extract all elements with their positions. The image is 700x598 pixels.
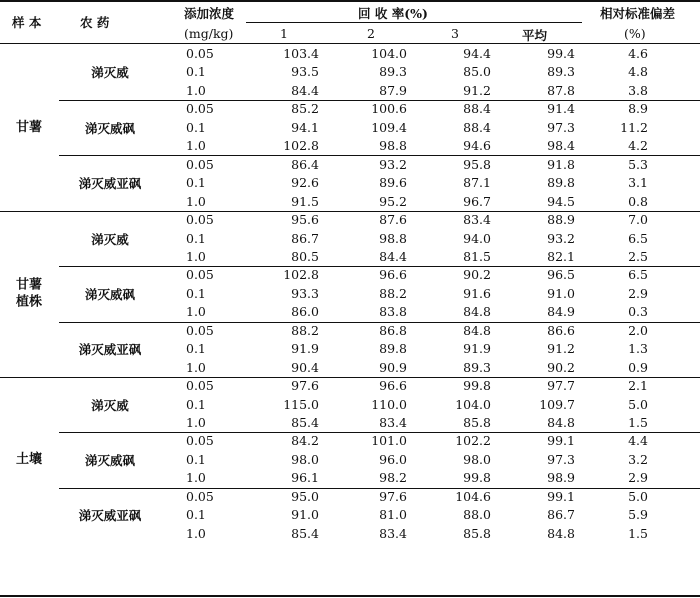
header-rep-2: 2: [367, 26, 375, 41]
cell-concentration: 0.1: [186, 396, 206, 412]
cell-rep3: 94.4: [463, 45, 491, 61]
cell-rep2: 83.4: [379, 525, 407, 541]
pesticide-name: 涕灭威: [91, 65, 129, 81]
cell-average: 99.1: [547, 488, 575, 504]
cell-rep2: 87.9: [379, 82, 407, 98]
cell-average: 97.3: [547, 119, 575, 135]
cell-rsd: 4.6: [628, 45, 648, 61]
cell-rep3: 104.6: [455, 488, 491, 504]
cell-concentration: 0.05: [186, 322, 214, 338]
cell-rep1: 91.0: [291, 507, 319, 522]
cell-average: 99.4: [547, 45, 575, 61]
cell-average: 91.8: [547, 156, 575, 172]
cell-rep3: 84.8: [463, 322, 491, 338]
cell-rep1: 80.5: [291, 248, 319, 264]
cell-rep3: 88.4: [463, 119, 491, 135]
cell-rsd: 1.5: [628, 414, 648, 430]
cell-rep2: 88.2: [379, 285, 407, 301]
cell-average: 91.4: [547, 101, 575, 117]
header-recovery: 回 收 率(%): [358, 6, 428, 21]
cell-rsd: 4.4: [628, 433, 648, 449]
cell-rep1: 93.3: [291, 285, 319, 301]
cell-rep2: 90.9: [379, 359, 407, 375]
cell-rep1: 84.4: [291, 82, 319, 98]
header-rsd: 相对标准偏差: [600, 6, 676, 21]
cell-rep2: 96.6: [379, 377, 407, 393]
cell-rsd: 0.3: [628, 304, 648, 320]
cell-rep2: 95.2: [379, 193, 407, 209]
cell-concentration: 1.0: [186, 414, 206, 430]
cell-average: 89.8: [547, 174, 575, 190]
cell-rep3: 91.9: [463, 340, 491, 356]
cell-concentration: 0.1: [186, 174, 206, 190]
bottom-rule: [0, 595, 700, 597]
pesticide-name: 涕灭威: [91, 231, 129, 247]
cell-rep2: 104.0: [371, 45, 407, 61]
cell-rep3: 91.6: [463, 285, 491, 301]
sample-name: [16, 276, 42, 311]
cell-rep2: 83.8: [379, 304, 407, 320]
cell-concentration: 1.0: [186, 82, 206, 98]
cell-rsd: 4.2: [628, 138, 648, 153]
header-rep-1: 1: [280, 26, 288, 41]
cell-rep3: 99.8: [463, 470, 491, 486]
cell-rep2: 84.4: [379, 248, 407, 264]
cell-rsd: 2.9: [628, 285, 648, 301]
cell-rep1: 85.4: [291, 525, 319, 541]
cell-average: 96.5: [547, 267, 575, 283]
cell-rep2: 101.0: [371, 433, 407, 449]
cell-rep2: 81.0: [379, 507, 407, 522]
cell-rep2: 96.0: [379, 451, 407, 467]
cell-rep2: 110.0: [371, 396, 407, 412]
cell-average: 94.5: [547, 193, 575, 209]
cell-rep3: 102.2: [455, 433, 491, 449]
cell-rep2: 98.8: [379, 230, 407, 246]
cell-concentration: 0.1: [186, 230, 206, 246]
cell-rep2: 86.8: [379, 322, 407, 338]
cell-concentration: 0.05: [186, 101, 214, 117]
cell-rsd: 1.5: [628, 525, 648, 541]
header-rsd-unit: (%): [624, 26, 646, 41]
cell-rep3: 104.0: [455, 396, 491, 412]
cell-rsd: 3.2: [628, 451, 648, 467]
cell-concentration: 1.0: [186, 359, 206, 375]
header-concentration: 添加浓度: [184, 6, 235, 21]
cell-rsd: 0.8: [628, 193, 648, 209]
cell-rep3: 83.4: [463, 211, 491, 227]
cell-average: 82.1: [547, 248, 575, 264]
cell-rep3: 85.0: [463, 64, 491, 80]
cell-rsd: 3.8: [628, 82, 648, 98]
pesticide-name: 涕灭威砜: [84, 120, 136, 136]
header-sample: 样 本: [12, 15, 42, 30]
cell-concentration: 0.1: [186, 285, 206, 301]
cell-rsd: 5.9: [628, 507, 648, 522]
cell-rsd: 11.2: [620, 119, 648, 135]
header-pesticide: 农 药: [80, 15, 110, 30]
cell-rsd: 7.0: [628, 211, 648, 227]
cell-average: 91.0: [547, 285, 575, 301]
cell-concentration: 0.05: [186, 433, 214, 449]
cell-rep1: 95.6: [291, 211, 319, 227]
cell-concentration: 0.1: [186, 119, 206, 135]
pesticide-name: 涕灭威亚砜: [78, 342, 142, 358]
cell-rep3: 98.0: [463, 451, 491, 467]
cell-average: 84.8: [547, 525, 575, 541]
cell-rsd: 1.3: [628, 340, 648, 356]
cell-rep1: 85.2: [291, 101, 319, 117]
cell-rep1: 102.8: [283, 138, 319, 153]
header-average: 平均: [522, 28, 548, 43]
cell-rep3: 96.7: [463, 193, 491, 209]
cell-rsd: 2.5: [628, 248, 648, 264]
cell-concentration: 1.0: [186, 525, 206, 541]
sample-name-line: 土壤: [15, 452, 43, 468]
cell-concentration: 1.0: [186, 248, 206, 264]
sample-name-line: 植株: [15, 294, 43, 310]
pesticide-name: 涕灭威砜: [84, 286, 136, 302]
cell-rep2: 83.4: [379, 414, 407, 430]
cell-rep2: 89.3: [379, 64, 407, 80]
cell-rep1: 95.0: [291, 488, 319, 504]
cell-average: 86.7: [547, 507, 575, 522]
cell-rsd: 5.3: [628, 156, 648, 172]
cell-rep1: 103.4: [283, 45, 319, 61]
sample-separator: [0, 377, 700, 378]
cell-rep3: 84.8: [463, 304, 491, 320]
cell-rep3: 88.4: [463, 101, 491, 117]
cell-average: 90.2: [547, 359, 575, 375]
cell-rep3: 91.2: [463, 82, 491, 98]
cell-average: 93.2: [547, 230, 575, 246]
cell-rep2: 89.6: [379, 174, 407, 190]
cell-average: 84.8: [547, 414, 575, 430]
pesticide-name: 涕灭威砜: [84, 452, 136, 468]
cell-average: 109.7: [539, 396, 575, 412]
recovery-underline: [246, 22, 582, 23]
cell-rep1: 88.2: [291, 322, 319, 338]
cell-rep1: 90.4: [291, 359, 319, 375]
cell-rep1: 97.6: [291, 377, 319, 393]
sample-separator: [0, 211, 700, 212]
cell-rep1: 102.8: [283, 267, 319, 283]
cell-rep3: 89.3: [463, 359, 491, 375]
cell-rep2: 109.4: [371, 119, 407, 135]
cell-rsd: 6.5: [628, 267, 648, 283]
pesticide-name: 涕灭威亚砜: [78, 508, 142, 524]
cell-concentration: 0.05: [186, 156, 214, 172]
cell-average: 84.9: [547, 304, 575, 320]
cell-rep3: 87.1: [463, 174, 491, 190]
cell-rep3: 99.8: [463, 377, 491, 393]
cell-concentration: 1.0: [186, 138, 206, 153]
cell-rep1: 94.1: [291, 119, 319, 135]
cell-rsd: 0.9: [628, 359, 648, 375]
cell-rep1: 91.5: [291, 193, 319, 209]
header-rep-3: 3: [451, 26, 459, 41]
cell-rep3: 85.8: [463, 414, 491, 430]
sample-name: [16, 119, 42, 137]
cell-rep2: 96.6: [379, 267, 407, 283]
cell-rep1: 115.0: [283, 396, 319, 412]
cell-rep3: 85.8: [463, 525, 491, 541]
cell-rep2: 97.6: [379, 488, 407, 504]
cell-concentration: 0.1: [186, 340, 206, 356]
cell-average: 98.9: [547, 470, 575, 486]
cell-rep1: 86.7: [291, 230, 319, 246]
cell-rep1: 86.4: [291, 156, 319, 172]
cell-average: 99.1: [547, 433, 575, 449]
cell-rsd: 5.0: [628, 396, 648, 412]
cell-average: 86.6: [547, 322, 575, 338]
cell-average: 89.3: [547, 64, 575, 80]
cell-concentration: 0.1: [186, 507, 206, 522]
cell-average: 88.9: [547, 211, 575, 227]
cell-rep3: 94.0: [463, 230, 491, 246]
sample-name: [16, 451, 42, 469]
cell-concentration: 0.1: [186, 451, 206, 467]
cell-rsd: 2.0: [628, 322, 648, 338]
cell-rep2: 93.2: [379, 156, 407, 172]
cell-concentration: 0.05: [186, 267, 214, 283]
cell-rep3: 81.5: [463, 248, 491, 264]
cell-rsd: 4.8: [628, 64, 648, 80]
cell-rep2: 98.2: [379, 470, 407, 486]
cell-rep2: 100.6: [371, 101, 407, 117]
cell-concentration: 0.05: [186, 377, 214, 393]
cell-rsd: 3.1: [628, 174, 648, 190]
cell-rep1: 98.0: [291, 451, 319, 467]
sample-name-line: 甘薯: [15, 277, 43, 293]
cell-rep3: 95.8: [463, 156, 491, 172]
header-rule: [0, 43, 700, 44]
sample-name-line: 甘薯: [15, 120, 43, 136]
cell-rep1: 91.9: [291, 340, 319, 356]
pesticide-name: 涕灭威亚砜: [78, 176, 142, 192]
cell-rep3: 88.0: [463, 507, 491, 522]
cell-concentration: 0.05: [186, 211, 214, 227]
cell-average: 91.2: [547, 340, 575, 356]
cell-rep2: 87.6: [379, 211, 407, 227]
cell-rsd: 6.5: [628, 230, 648, 246]
cell-rep2: 98.8: [379, 138, 407, 153]
cell-rep2: 89.8: [379, 340, 407, 356]
cell-concentration: 1.0: [186, 470, 206, 486]
cell-rep1: 92.6: [291, 174, 319, 190]
pesticide-name: 涕灭威: [91, 397, 129, 413]
cell-rep1: 86.0: [291, 304, 319, 320]
cell-rep1: 84.2: [291, 433, 319, 449]
top-rule: [0, 0, 700, 2]
cell-rep1: 93.5: [291, 64, 319, 80]
cell-rsd: 2.1: [628, 377, 648, 393]
cell-concentration: 0.05: [186, 45, 214, 61]
cell-rsd: 5.0: [628, 488, 648, 504]
cell-concentration: 1.0: [186, 304, 206, 320]
cell-concentration: 0.05: [186, 488, 214, 504]
cell-concentration: 1.0: [186, 193, 206, 209]
cell-rsd: 8.9: [628, 101, 648, 117]
cell-rep3: 90.2: [463, 267, 491, 283]
cell-rep3: 94.6: [463, 138, 491, 153]
cell-average: 97.7: [547, 377, 575, 393]
cell-rep1: 85.4: [291, 414, 319, 430]
cell-average: 97.3: [547, 451, 575, 467]
header-concentration-unit: (mg/kg): [184, 26, 234, 41]
cell-concentration: 0.1: [186, 64, 206, 80]
cell-rsd: 2.9: [628, 470, 648, 486]
cell-average: 98.4: [547, 138, 575, 153]
cell-rep1: 96.1: [291, 470, 319, 486]
cell-average: 87.8: [547, 82, 575, 98]
